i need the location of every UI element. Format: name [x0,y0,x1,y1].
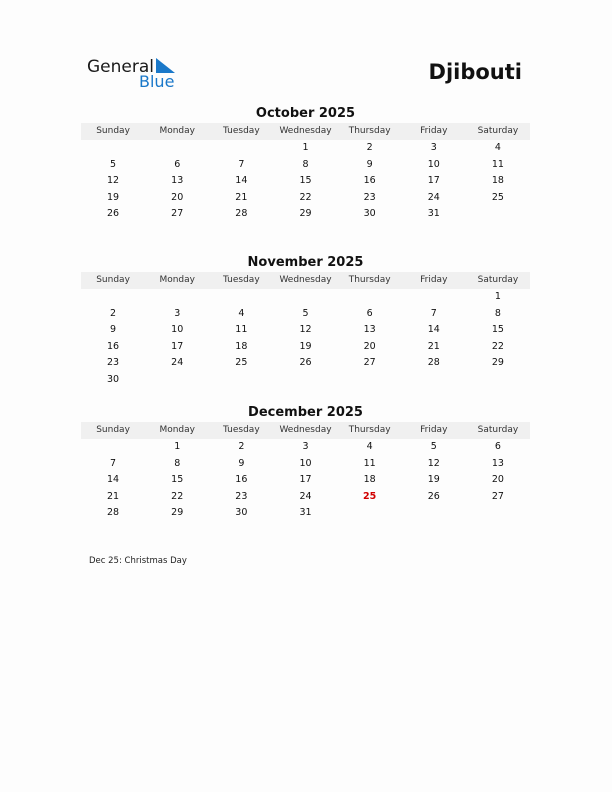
day-grid [81,439,530,522]
weekday-label: Tuesday [223,275,260,285]
day-cell: 30 [107,373,120,385]
day-cell: 27 [171,208,184,220]
day-cell: 28 [107,507,120,519]
day-cell: 11 [363,457,376,469]
day-cell: 20 [491,474,504,486]
day-cell: 24 [171,357,184,369]
weekday-label: Monday [159,425,195,435]
weekday-label: Friday [420,126,448,136]
day-cell: 1 [302,142,309,153]
day-cell: 16 [363,175,376,187]
weekday-label: Saturday [477,126,519,136]
weekday-label: Thursday [348,275,391,285]
day-cell: 17 [427,175,440,187]
day-cell: 16 [235,474,248,486]
month-title: December 2025 [248,405,363,420]
day-cell: 2 [238,441,245,452]
weekday-label: Wednesday [279,126,332,136]
day-cell: 6 [366,307,373,319]
day-cell: 22 [491,340,504,352]
day-cell: 3 [302,441,309,452]
day-cell: 24 [299,490,312,502]
day-cell: 14 [235,175,248,187]
weekday-label: Sunday [96,275,130,285]
day-cell: 3 [430,142,437,153]
day-cell: 17 [299,474,312,486]
day-cell: 15 [299,175,312,187]
day-cell: 8 [302,158,309,170]
weekday-header [81,123,530,140]
empty-day-cell [466,505,530,522]
weekday-label: Sunday [96,126,130,136]
empty-day-cell [338,289,402,306]
weekday-header [81,272,530,289]
day-cell: 15 [491,324,504,336]
day-cell: 5 [430,441,437,452]
day-cell: 2 [110,307,117,319]
day-cell: 15 [171,474,184,486]
empty-day-cell [81,439,145,456]
day-cell: 13 [491,457,504,469]
empty-day-cell [273,289,337,306]
day-cell: 22 [299,191,312,203]
weekday-label: Tuesday [223,425,260,435]
empty-day-cell [402,372,466,389]
day-cell: 20 [171,191,184,203]
day-cell: 16 [107,340,120,352]
country-title: Djibouti [428,60,522,84]
empty-day-cell [338,372,402,389]
day-cell: 1 [174,441,181,452]
empty-day-cell [209,140,273,157]
day-cell: 7 [238,158,245,170]
empty-day-cell [402,289,466,306]
day-cell: 14 [427,324,440,336]
day-cell: 3 [174,307,181,319]
weekday-label: Thursday [348,126,391,136]
general-blue-logo [87,57,187,91]
day-cell: 26 [299,357,312,369]
day-cell: 7 [430,307,437,319]
day-cell: 30 [363,208,376,220]
day-cell: 28 [427,357,440,369]
holiday-day-cell: 25 [363,490,377,502]
day-cell: 30 [235,507,248,519]
weekday-label: Saturday [477,425,519,435]
day-cell: 18 [363,474,376,486]
empty-day-cell [338,505,402,522]
day-cell: 29 [491,357,504,369]
empty-day-cell [209,372,273,389]
weekday-label: Saturday [477,275,519,285]
day-grid [81,140,530,223]
day-cell: 20 [363,340,376,352]
day-cell: 4 [238,307,245,319]
day-cell: 6 [494,441,501,452]
day-cell: 27 [491,490,504,502]
day-cell: 1 [494,291,501,302]
day-cell: 21 [427,340,440,352]
day-cell: 23 [107,357,120,369]
day-cell: 23 [235,490,248,502]
weekday-label: Tuesday [223,126,260,136]
weekday-label: Sunday [96,425,130,435]
day-cell: 4 [366,441,373,452]
day-cell: 23 [363,191,376,203]
day-cell: 28 [235,208,248,220]
day-cell: 18 [235,340,248,352]
day-cell: 9 [238,457,245,469]
day-cell: 12 [107,175,120,187]
month-title: November 2025 [247,255,364,270]
day-cell: 26 [107,208,120,220]
day-cell: 14 [107,474,120,486]
day-cell: 17 [171,340,184,352]
month-october [81,106,530,223]
weekday-label: Monday [159,275,195,285]
day-cell: 29 [299,208,312,220]
day-cell: 25 [491,191,504,203]
empty-day-cell [81,140,145,157]
empty-day-cell [145,140,209,157]
day-cell: 22 [171,490,184,502]
weekday-label: Friday [420,425,448,435]
empty-day-cell [273,372,337,389]
day-cell: 6 [174,158,181,170]
day-cell: 21 [107,490,120,502]
weekday-label: Monday [159,126,195,136]
day-cell: 10 [299,457,312,469]
day-cell: 9 [110,324,117,336]
month-november [81,255,530,389]
day-cell: 11 [235,324,248,336]
day-cell: 7 [110,457,117,469]
logo-text-general: General [87,57,154,77]
empty-day-cell [209,289,273,306]
day-cell: 19 [299,340,312,352]
day-cell: 8 [174,457,181,469]
day-cell: 2 [366,142,373,153]
month-december [81,405,530,522]
day-cell: 25 [235,357,248,369]
day-cell: 27 [363,357,376,369]
day-cell: 26 [427,490,440,502]
logo-text-blue: Blue [139,72,175,91]
day-cell: 24 [427,191,440,203]
day-cell: 19 [427,474,440,486]
month-title: October 2025 [255,106,356,121]
day-cell: 10 [427,158,440,170]
weekday-label: Wednesday [279,275,332,285]
weekday-header [81,422,530,439]
day-cell: 29 [171,507,184,519]
day-cell: 19 [107,191,120,203]
day-cell: 12 [427,457,440,469]
weekday-label: Thursday [348,425,391,435]
weekday-label: Wednesday [279,425,332,435]
day-cell: 21 [235,191,248,203]
empty-day-cell [145,372,209,389]
empty-day-cell [145,289,209,306]
day-cell: 8 [494,307,501,319]
day-cell: 10 [171,324,184,336]
weekday-label: Friday [420,275,448,285]
day-cell: 31 [427,208,440,220]
day-cell: 13 [171,175,184,187]
holiday-note: Dec 25: Christmas Day [89,556,187,566]
day-cell: 12 [299,324,312,336]
day-cell: 5 [110,158,117,170]
day-grid [81,289,530,389]
day-cell: 5 [302,307,309,319]
day-cell: 9 [366,158,373,170]
day-cell: 13 [363,324,376,336]
day-cell: 11 [491,158,504,170]
day-cell: 31 [299,507,312,519]
day-cell: 4 [494,142,501,153]
empty-day-cell [466,206,530,223]
day-cell: 18 [491,175,504,187]
empty-day-cell [81,289,145,306]
empty-day-cell [402,505,466,522]
empty-day-cell [466,372,530,389]
